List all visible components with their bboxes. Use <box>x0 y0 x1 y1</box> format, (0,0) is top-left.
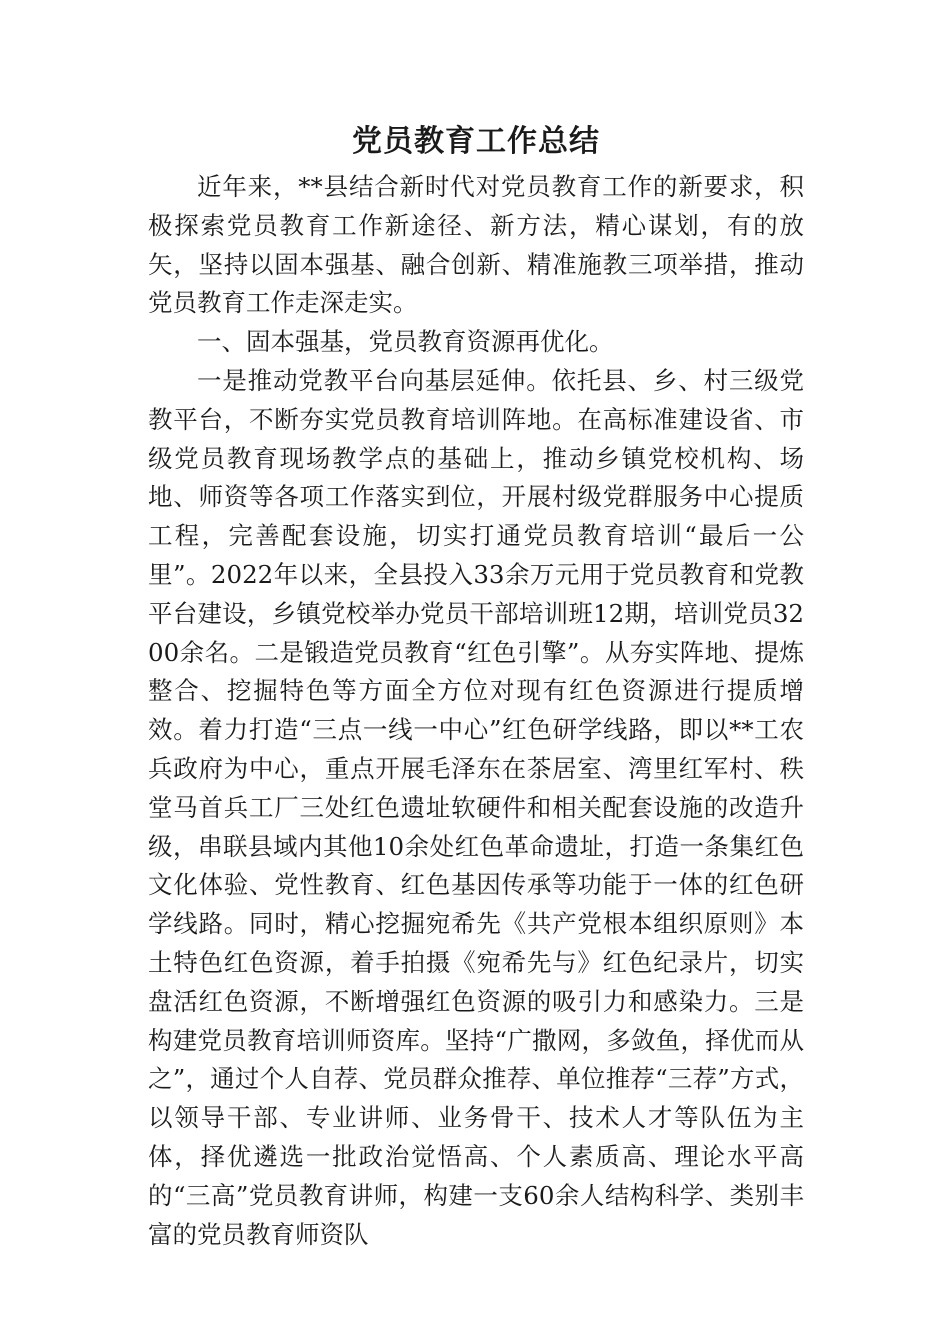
document-title: 党员教育工作总结 <box>352 124 600 159</box>
body-paragraph: 一是推动党教平台向基层延伸。依托县、乡、村三级党教平台，不断夯实党员教育培训阵地。在高标准建设省、市级党员教育现场教学点的基础上，推动乡镇党校机构、场地、师资等各项工作落实到位，开展村级党群服务中心提质工程，完善配套设施，切实打通党员教育培训“最后一公里”。2022年以来，全县投入33余万元用于党员教育和党教平台建设，乡镇党校举办党员干部培训班12期，培训党员3200余名。二是锻造党员教育“红色引擎”。从夯实阵地、提炼整合、挖掘特色等方面全方位对现有红色资源进行提质增效。着力打造“三点一线一中心”红色研学线路，即以**工农兵政府为中心，重点开展毛泽东在茶居室、湾里红军村、秩堂马首兵工厂三处红色遗址软硬件和相关配套设施的改造升级，串联县域内其他10余处红色革命遗址，打造一条集红色文化体验、党性教育、红色基因传承等功能于一体的红色研学线路。同时，精心挖掘宛希先《共产党根本组织原则》本土特色红色资源，着手拍摄《宛希先与》红色纪录片，切实盘活红色资源，不断增强红色资源的吸引力和感染力。三是构建党员教育培训师资库。坚持“广撒网，多敛鱼，择优而从之”，通过个人自荐、党员群众推荐、单位推荐“三荐”方式，以领导干部、专业讲师、业务骨干、技术人才等队伍为主体，择优遴选一批政治觉悟高、个人素质高、理论水平高的“三高”党员教育讲师，构建一支60余人结构科学、类别丰富的党员教育师资队 <box>148 365 804 1249</box>
section-heading: 一、固本强基，党员教育资源再优化。 <box>197 327 614 357</box>
document-page <box>148 118 804 1254</box>
intro-paragraph: 近年来，**县结合新时代对党员教育工作的新要求，积极探索党员教育工作新途径、新方法，精心谋划，有的放矢，坚持以固本强基、融合创新、精准施教三项举措，推动党员教育工作走深走实。 <box>148 172 804 318</box>
